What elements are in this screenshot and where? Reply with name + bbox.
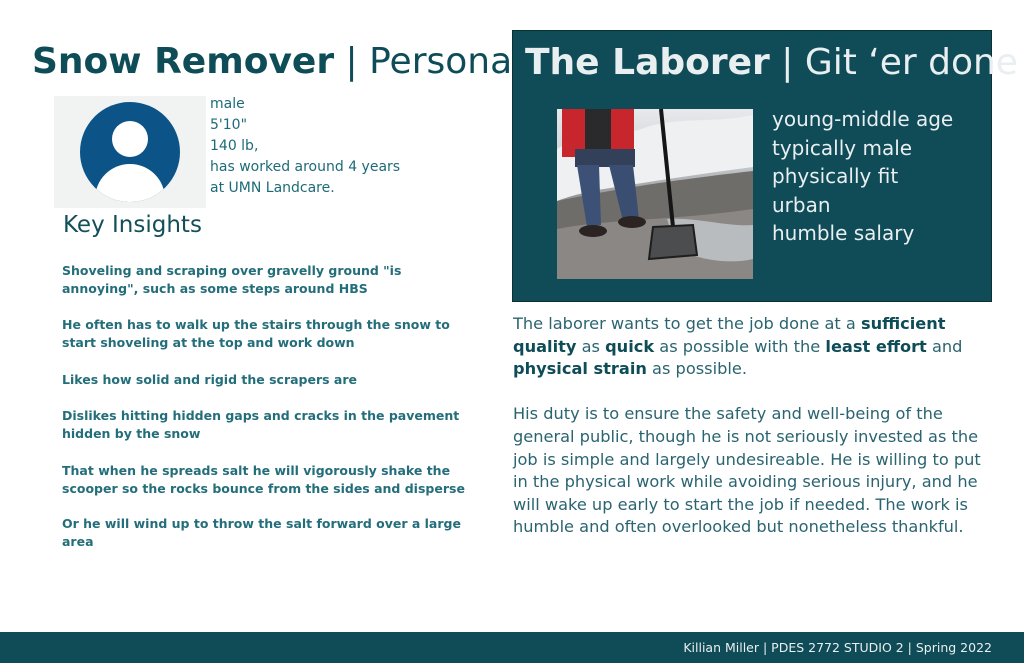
- stat-employer: at UMN Landcare.: [210, 180, 335, 196]
- persona-title: [32, 40, 512, 84]
- insight-item: He often has to walk up the stairs through the snow to start shoveling at the top and work down: [62, 317, 450, 350]
- trait-item: humble salary: [772, 221, 915, 245]
- insight-item: Likes how solid and rigid the scrapers are: [62, 372, 358, 387]
- trait-item: typically male: [772, 135, 913, 160]
- description-text: as possible with the: [654, 336, 826, 356]
- laborer-title-main: The Laborer: [525, 42, 770, 83]
- laborer-title-suffix: | Git ‘er done: [769, 42, 1018, 83]
- description-paragraph-duty: His duty is to ensure the safety and well-being of the general public, though he is not seriously invested as the job is simple and largely undesireable. He is willing to put in the physical work while avoiding serious injury, and he will wake up early to start the job if needed. The work is humble and often overlooked but nonetheless thankful.: [513, 404, 981, 537]
- trait-item: urban: [772, 192, 831, 217]
- persona-title-suffix: | Persona: [334, 41, 513, 82]
- trait-item: young-middle age: [772, 107, 954, 131]
- laborer-panel: [512, 30, 1018, 302]
- insight-item: Shoveling and scraping over gravelly ground "is annoying", such as some steps around HBS: [62, 263, 402, 296]
- description-emphasis: quick: [605, 336, 655, 356]
- stat-gender: male: [210, 96, 245, 112]
- description-emphasis: least effort: [825, 336, 927, 356]
- description-text: as possible.: [646, 359, 747, 379]
- shoveling-photo: [557, 109, 753, 279]
- avatar-body-shape: [95, 164, 165, 202]
- user-profile-icon: [80, 102, 180, 202]
- insight-item: Or he will wind up to throw the salt forward over a large area: [62, 516, 461, 549]
- shoveling-photo-illustration: [557, 109, 753, 279]
- description-emphasis: physical strain: [513, 359, 647, 379]
- laborer-description: [513, 313, 983, 539]
- stat-weight: 140 lb,: [210, 138, 259, 154]
- description-text: and: [926, 336, 963, 356]
- laborer-title: [525, 41, 1018, 85]
- description-emphasis: sufficient quality: [513, 314, 946, 356]
- description-paragraph-goal: [513, 313, 983, 381]
- persona-stats: [210, 94, 400, 199]
- footer-credit: Killian Miller | PDES 2772 STUDIO 2 | Spring 2022: [683, 640, 992, 655]
- laborer-traits: [772, 105, 953, 248]
- key-insights-heading: Key Insights: [63, 212, 202, 238]
- insight-item: That when he spreads salt he will vigorously shake the scooper so the rocks bounce from the sides and disperse: [62, 463, 465, 496]
- footer-bar: [0, 632, 1024, 663]
- avatar-head-shape: [112, 121, 148, 157]
- stat-experience: has worked around 4 years: [210, 159, 401, 175]
- persona-title-main: Snow Remover: [32, 41, 335, 82]
- insight-item: Dislikes hitting hidden gaps and cracks in the pavement hidden by the snow: [62, 408, 460, 441]
- stat-height: 5'10": [210, 117, 248, 133]
- trait-item: physically fit: [772, 164, 899, 188]
- description-text: as: [576, 336, 606, 356]
- avatar: [54, 96, 206, 208]
- description-text: The laborer wants to get the job done at a: [513, 314, 861, 333]
